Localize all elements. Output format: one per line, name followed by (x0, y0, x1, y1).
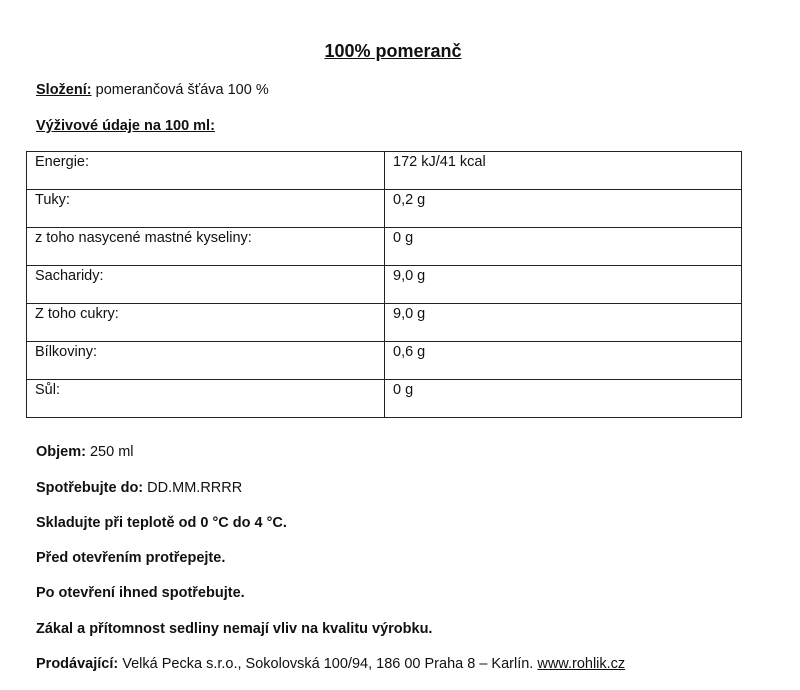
nutrient-name: Energie: (27, 152, 385, 190)
seller-website-link[interactable]: www.rohlik.cz (537, 656, 626, 672)
table-row (27, 190, 742, 228)
composition-label: Složení: (36, 82, 92, 98)
nutrient-name: Z toho cukry: (27, 304, 385, 342)
nutrient-value: 9,0 g (385, 304, 742, 342)
table-row (27, 228, 742, 266)
nutrition-table (26, 151, 742, 418)
storage-note: Skladujte při teplotě od 0 °C do 4 °C. (36, 515, 287, 531)
nutrient-value: 0,6 g (385, 342, 742, 380)
nutrient-value: 0 g (385, 380, 742, 418)
best-before-line (36, 480, 242, 496)
nutrient-value: 172 kJ/41 kcal (385, 152, 742, 190)
nutrient-value: 0,2 g (385, 190, 742, 228)
table-row (27, 342, 742, 380)
nutrient-name: Tuky: (27, 190, 385, 228)
nutrient-name: z toho nasycené mastné kyseliny: (27, 228, 385, 266)
composition-line (36, 82, 269, 98)
best-before-label: Spotřebujte do: (36, 480, 144, 496)
table-row (27, 304, 742, 342)
volume-value: 250 ml (89, 444, 134, 460)
nutrient-name: Sacharidy: (27, 266, 385, 304)
shake-note: Před otevřením protřepejte. (36, 550, 226, 566)
volume-label: Objem: (36, 444, 86, 460)
composition-value: pomerančová šťáva 100 % (95, 82, 269, 98)
nutrient-value: 9,0 g (385, 266, 742, 304)
best-before-value: DD.MM.RRRR (147, 480, 243, 496)
seller-label: Prodávající: (36, 656, 119, 672)
table-row (27, 380, 742, 418)
seller-value: Velká Pecka s.r.o., Sokolovská 100/94, 186 00 Praha 8 – Karlín. (122, 656, 534, 672)
nutrient-value: 0 g (385, 228, 742, 266)
seller-line (36, 656, 625, 672)
nutrient-name: Bílkoviny: (27, 342, 385, 380)
nutrient-name: Sůl: (27, 380, 385, 418)
volume-line (36, 444, 134, 460)
document-title: 100% pomeranč (324, 41, 462, 61)
after-opening-note: Po otevření ihned spotřebujte. (36, 585, 245, 601)
table-row (27, 152, 742, 190)
table-row (27, 266, 742, 304)
nutrition-heading: Výživové údaje na 100 ml: (36, 118, 215, 134)
sediment-note: Zákal a přítomnost sedliny nemají vliv na kvalitu výrobku. (36, 621, 433, 637)
